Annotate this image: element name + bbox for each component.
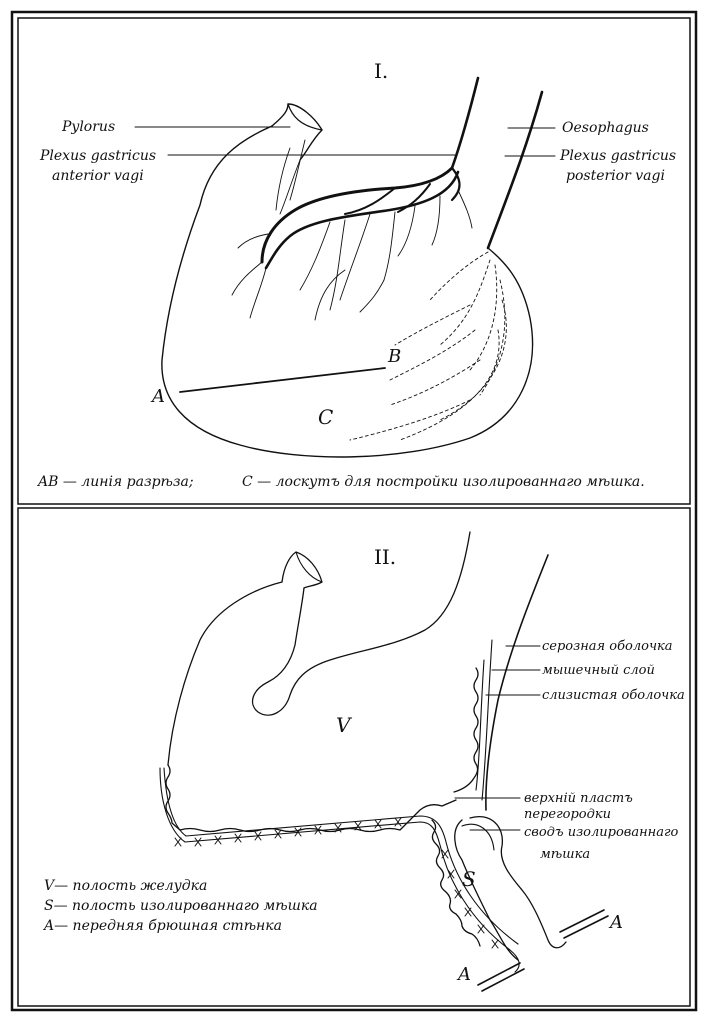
label-oesophagus: Oesophagus: [562, 120, 649, 136]
incision-line-ab: [180, 368, 385, 392]
label-septum-line1: верхній пластъ: [524, 791, 633, 806]
label-point-b: B: [388, 346, 402, 367]
oesophagus-wall-2: [486, 555, 548, 810]
label-pouch-s: S: [462, 867, 476, 891]
legend-c: C — лоскутъ для постройки изолированнаго мѣшка.: [242, 474, 645, 490]
label-plexus-anterior-line2: anterior vagi: [52, 168, 144, 184]
label-pylorus: Pylorus: [62, 119, 116, 135]
legend-item: A— передняя брюшная стѣнка: [44, 918, 282, 934]
figure-2: [42, 532, 685, 991]
pylorus-rim: [288, 104, 322, 130]
legend-ab: AB — линія разрѣза;: [38, 474, 194, 490]
label-vault-line2: мѣшка: [540, 847, 591, 862]
pylorus-tube: [272, 104, 322, 160]
label-plexus-anterior-line1: Plexus gastricus: [40, 148, 157, 164]
figure-1-numeral: I.: [374, 59, 389, 83]
label-point-a: A: [152, 386, 165, 407]
pylorus-tube-2: [282, 552, 322, 588]
label-muscularis: мышечный слой: [542, 663, 655, 678]
legend-item: S— полость изолированнаго мѣшка: [44, 898, 318, 914]
label-wall-a-right: A: [610, 912, 623, 933]
stomach-outline: [162, 126, 533, 457]
label-vault-line1: сводъ изолированнаго: [524, 825, 679, 840]
mucosa-wavy-wall: [166, 765, 456, 832]
label-plexus-posterior-line1: Plexus gastricus: [560, 148, 677, 164]
pouch-vault: [462, 824, 494, 850]
label-cavity-v: V: [336, 713, 351, 737]
right-wall-mucosa-wavy: [454, 668, 478, 792]
label-wall-a-left: A: [458, 964, 471, 985]
oesophagus-wall-right: [488, 92, 542, 248]
label-serosa: серозная оболочка: [542, 639, 673, 654]
leader-lines-fig1: [135, 127, 555, 156]
oesophagus-wall-left: [452, 78, 478, 168]
legend-item: V— полость желудка: [44, 878, 208, 894]
figure-2-numeral: II.: [374, 545, 397, 569]
label-mucosa: слизистая оболочка: [542, 688, 685, 703]
pylorus-rim-2: [296, 552, 322, 582]
abdominal-wall-bars: [478, 910, 608, 991]
stomach-cavity-outline: [168, 532, 470, 765]
label-plexus-posterior-line2: posterior vagi: [566, 168, 665, 184]
label-flap-c: C: [318, 405, 334, 429]
posterior-plexus-dashed: [350, 252, 506, 440]
label-septum-line2: перегородки: [524, 807, 612, 822]
figure-1: [36, 59, 676, 490]
